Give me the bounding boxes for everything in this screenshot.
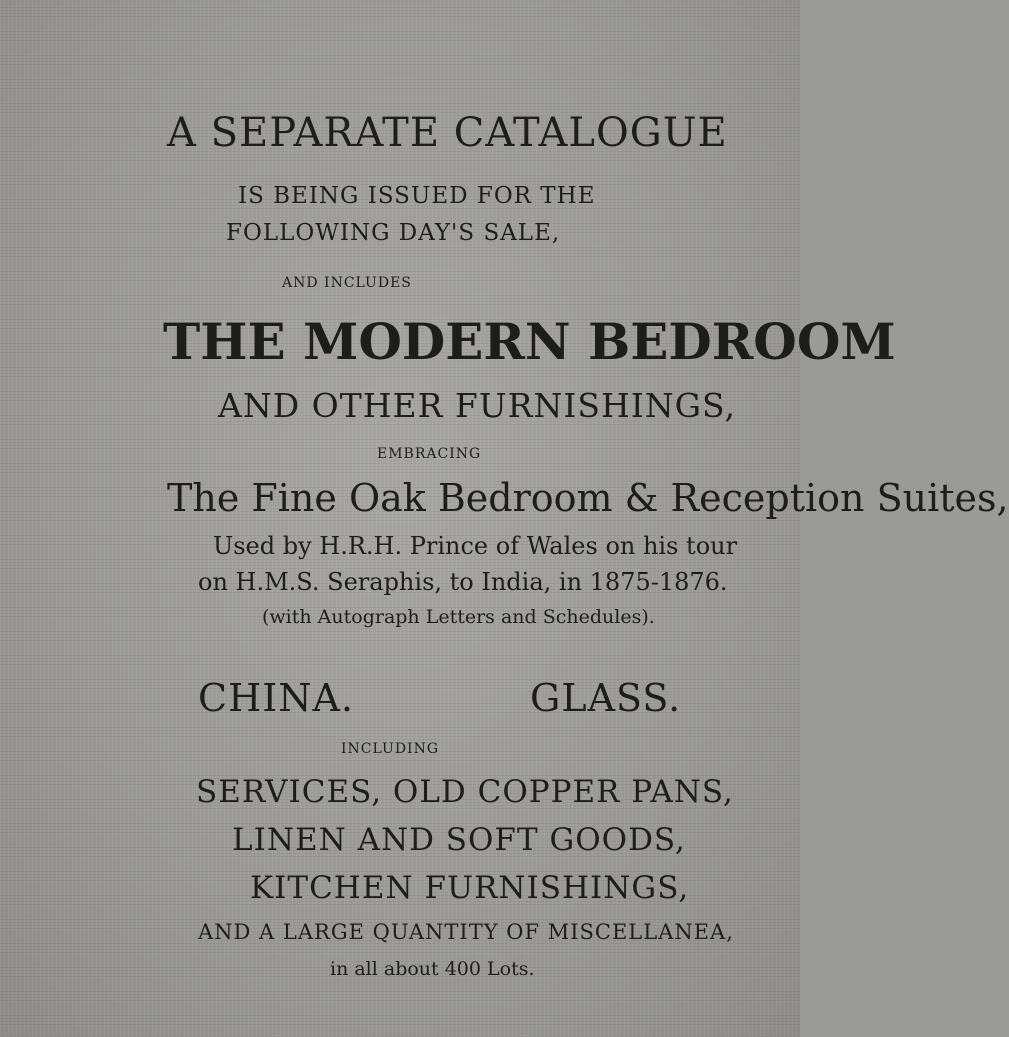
heading-fine-oak-suites: The Fine Oak Bedroom & Reception Suites, [167,476,1009,520]
used-by-line: Used by H.R.H. Prince of Wales on his tour [213,532,738,560]
other-furnishings-line: AND OTHER FURNISHINGS, [218,386,736,425]
heading-glass: GLASS. [530,676,682,720]
following-day-line: FOLLOWING DAY'S SALE, [226,220,561,246]
heading-china: CHINA. [198,676,354,720]
heading-separate-catalogue: A SEPARATE CATALOGUE [167,110,728,156]
linen-line: LINEN AND SOFT GOODS, [232,822,686,858]
large-quantity-line: AND A LARGE QUANTITY OF MISCELLANEA, [198,920,734,944]
and-includes-line: AND INCLUDES [282,275,412,291]
on-hms-line: on H.M.S. Seraphis, to India, in 1875-1876. [198,568,728,596]
including-line: INCLUDING [341,741,440,757]
issued-line: IS BEING ISSUED FOR THE [238,183,596,209]
embracing-line: EMBRACING [377,446,482,462]
heading-modern-bedroom: THE MODERN BEDROOM [163,312,896,371]
lots-line: in all about 400 Lots. [330,958,535,980]
services-line: SERVICES, OLD COPPER PANS, [196,774,734,810]
autograph-line: (with Autograph Letters and Schedules). [262,606,655,628]
kitchen-line: KITCHEN FURNISHINGS, [250,870,690,906]
